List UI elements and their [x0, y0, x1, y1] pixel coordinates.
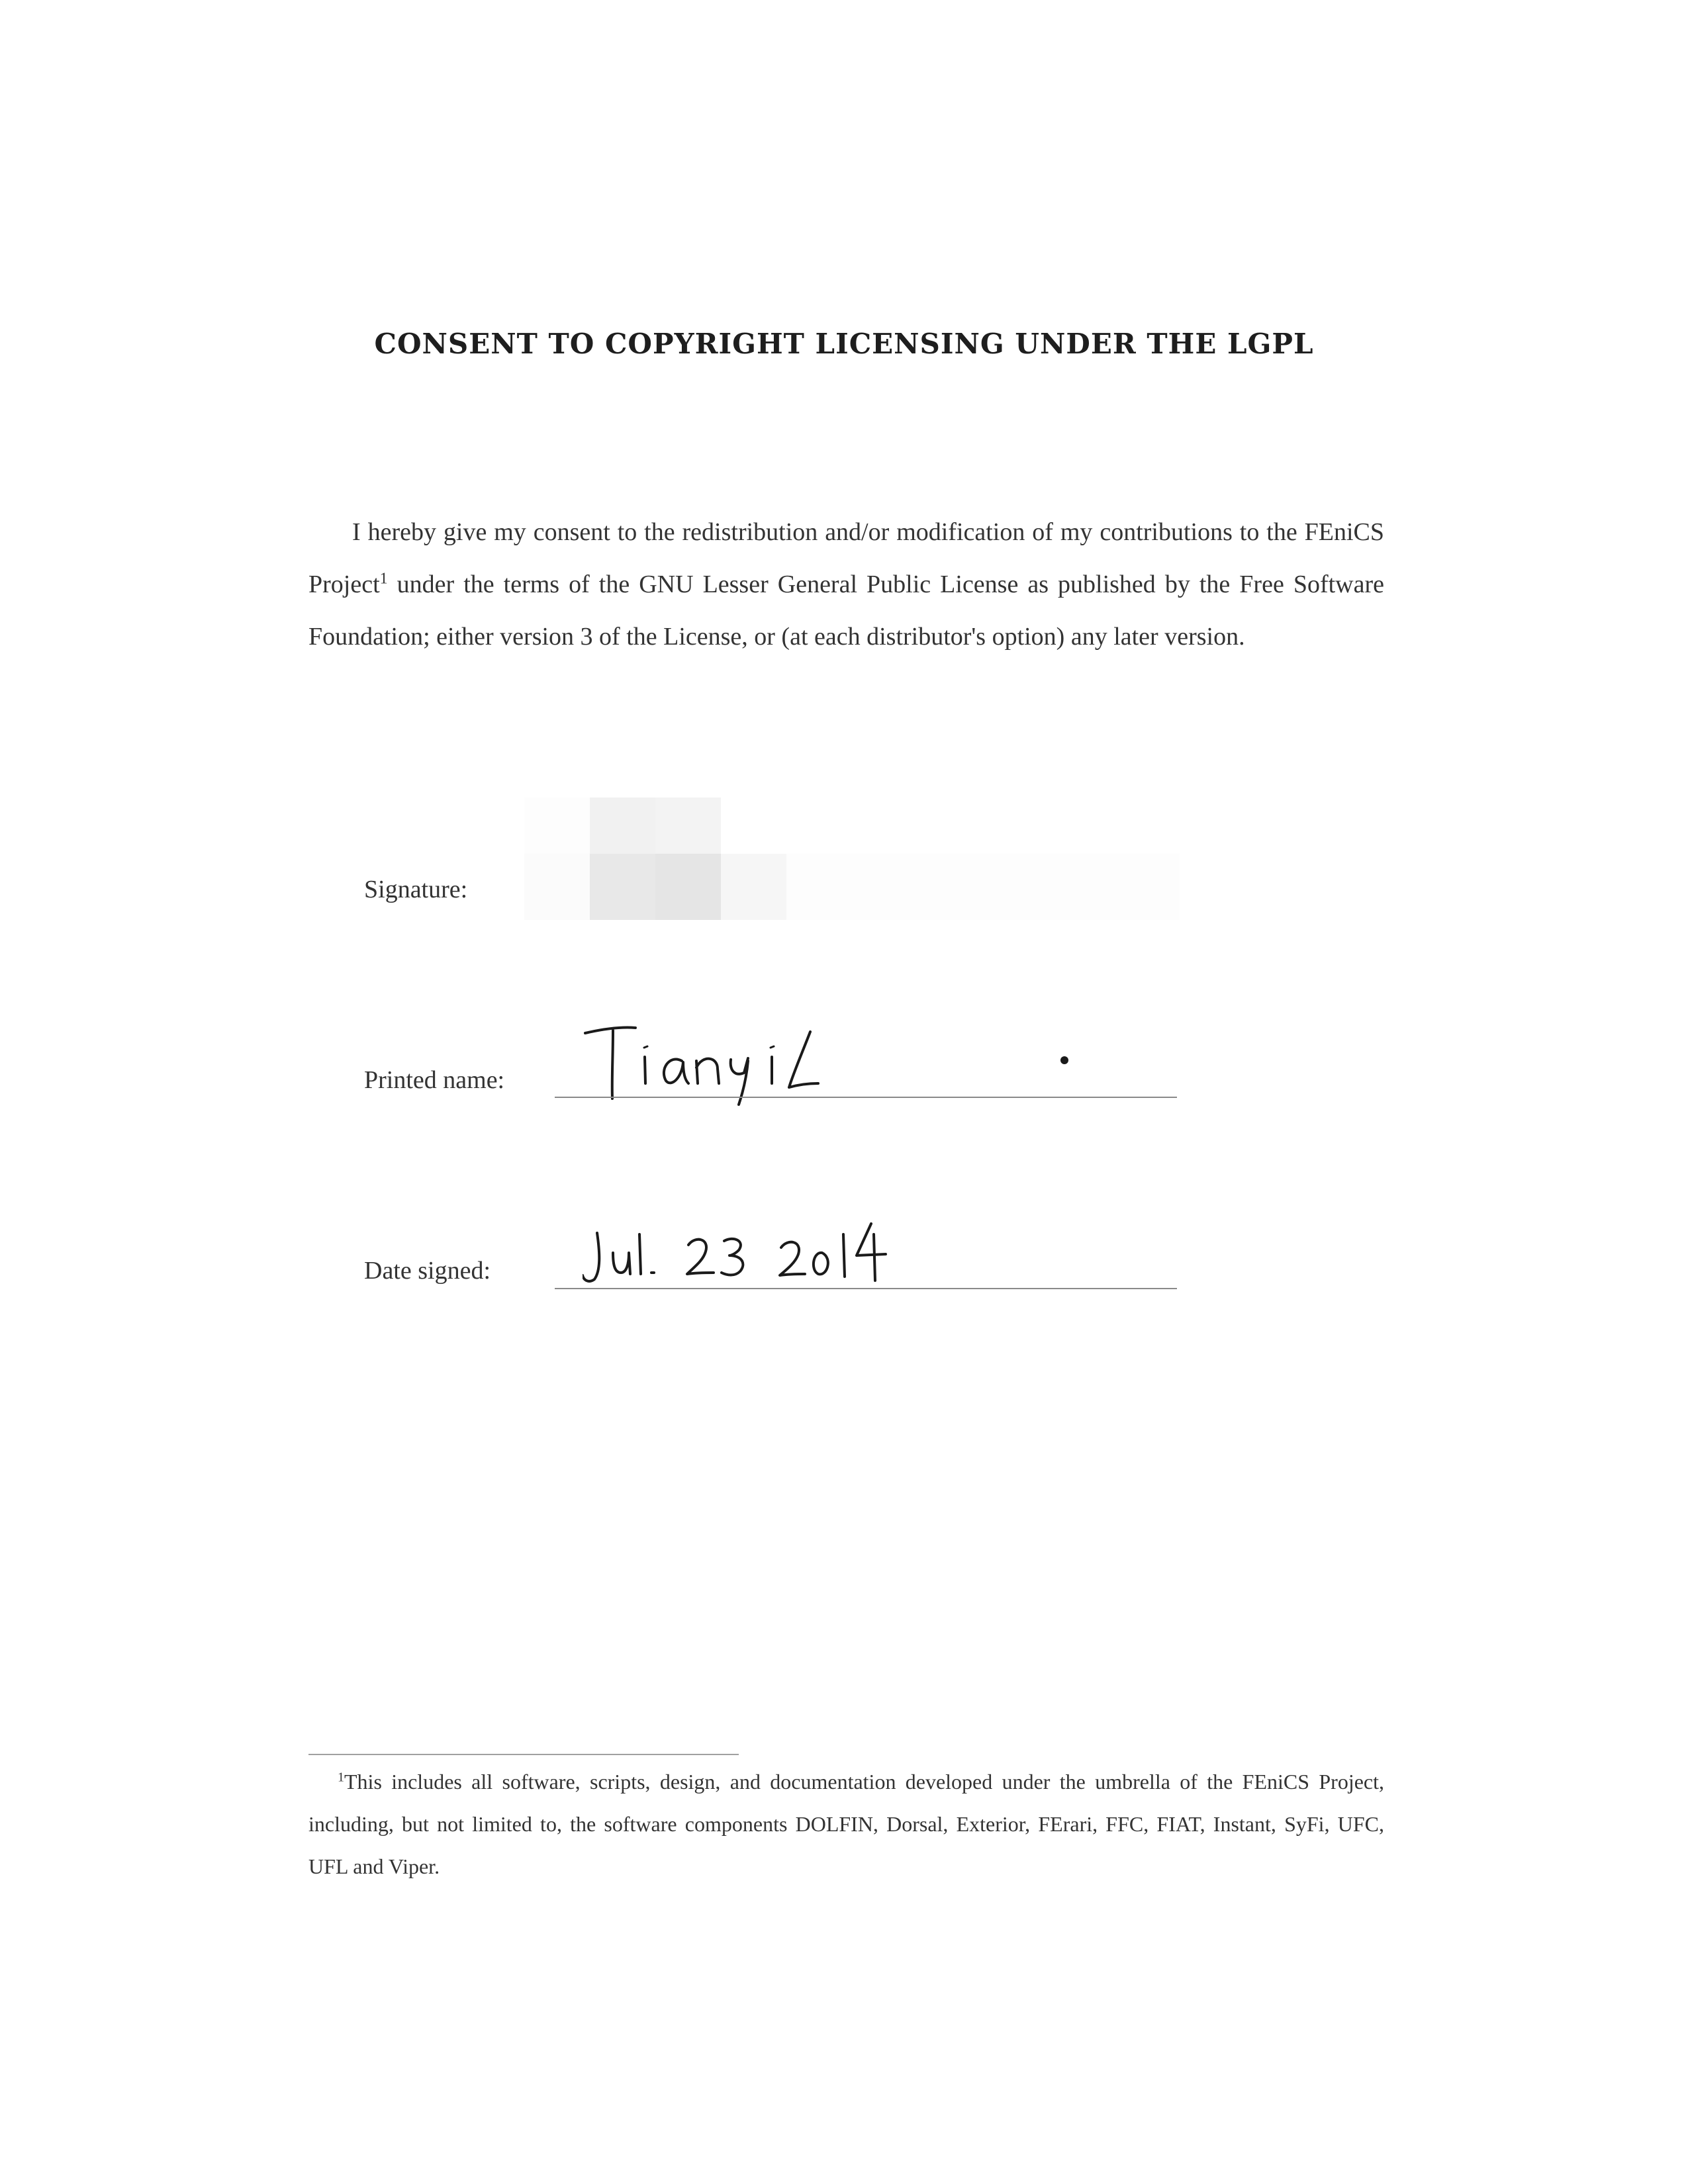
- printed-name-handwriting: [583, 1023, 821, 1109]
- footnote-separator: [308, 1754, 739, 1755]
- document-title: CONSENT TO COPYRIGHT LICENSING UNDER THE LGPL: [374, 328, 1314, 360]
- footnote-mark: 1: [338, 1770, 344, 1785]
- date-handwriting: [583, 1214, 887, 1294]
- consent-paragraph: [308, 506, 1384, 663]
- footnote: [308, 1760, 1384, 1888]
- date-signed-line: [555, 1288, 1177, 1289]
- signature-label: Signature:: [364, 876, 468, 903]
- printed-name-label: Printed name:: [364, 1066, 505, 1094]
- consent-text-part-2: under the terms of the GNU Lesser General Public License as published by the Free Software Foundation; either version 3 of the License, or (at each distributor's option) any later version.: [308, 570, 1384, 651]
- date-handwriting-svg: [583, 1214, 887, 1294]
- signature-redacted-area: [524, 797, 1180, 920]
- footnote-text: This includes all software, scripts, design, and documentation developed under the umbrella of the FEniCS Project, including, but not limited to, the software components DOLFIN, Dorsal, Exterior, FErari, FFC, FIAT, Instant, SyFi, UFC, UFL and Viper.: [308, 1770, 1384, 1878]
- consent-text-part-1: I hereby give my consent to the redistribution and/or modification of my contributions to the FEniCS Project: [308, 518, 1384, 598]
- ink-dot: [1060, 1056, 1068, 1064]
- printed-name-line: [555, 1097, 1177, 1098]
- printed-name-handwriting-svg: [583, 1023, 821, 1109]
- date-signed-label: Date signed:: [364, 1257, 491, 1285]
- footnote-reference: 1: [379, 570, 388, 588]
